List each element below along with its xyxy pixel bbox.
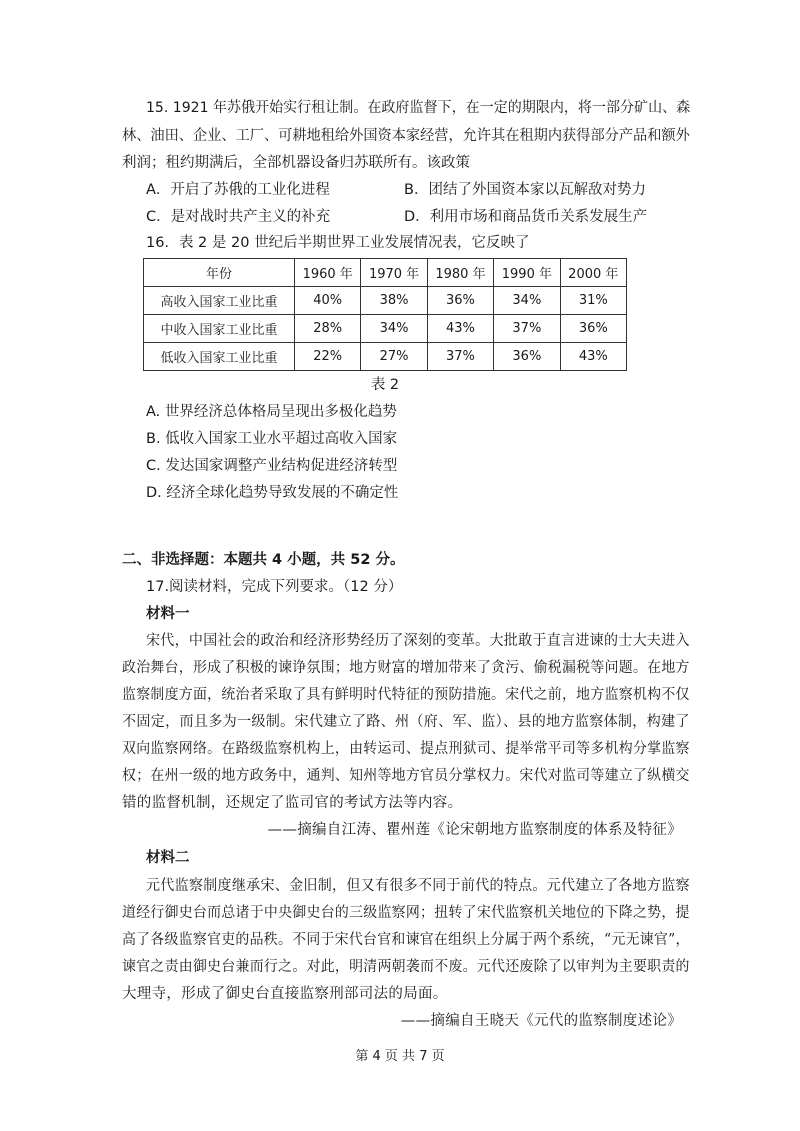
material-2-line: 元代监察制度继承宋、金旧制，但又有很多不同于前代的特点。元代建立了各地方监察 bbox=[146, 878, 690, 894]
table-header-cell: 2000 年 bbox=[560, 259, 626, 287]
data-table-2 bbox=[143, 258, 627, 371]
table-header-cell: 1970 年 bbox=[361, 259, 427, 287]
table-cell: 34% bbox=[494, 287, 560, 315]
q15-option-a: A．开启了苏俄的工业化进程 bbox=[146, 182, 330, 198]
table-cell: 37% bbox=[427, 343, 493, 371]
material-2-line: 大理寺，形成了御史台直接监察刑部司法的局面。 bbox=[122, 986, 448, 1002]
q16-stem: 16．表 2 是 20 世纪后半期世界工业发展情况表，它反映了 bbox=[146, 235, 530, 251]
q15-option-c: C．是对战时共产主义的补充 bbox=[146, 209, 331, 225]
material-2-line: 谏官之责由御史台兼而行之。对此，明清两朝袭而不废。元代还废除了以审判为主要职责的 bbox=[122, 959, 690, 975]
table-header-cell: 1980 年 bbox=[427, 259, 493, 287]
table-cell: 40% bbox=[295, 287, 361, 315]
material-1-title: 材料一 bbox=[146, 606, 190, 622]
table-row bbox=[144, 287, 627, 315]
table-header-cell: 年份 bbox=[144, 259, 295, 287]
material-1-line: 错的监督机制，还规定了监司官的考试方法等内容。 bbox=[122, 795, 463, 811]
table-header-row bbox=[144, 259, 627, 287]
table-cell: 38% bbox=[361, 287, 427, 315]
q15-line-1: 15. 1921 年苏俄开始实行租让制。在政府监督下，在一定的期限内，将一部分矿山、森 bbox=[146, 100, 691, 116]
table-header-cell: 1990 年 bbox=[494, 259, 560, 287]
table-cell: 31% bbox=[560, 287, 626, 315]
table-row bbox=[144, 343, 627, 371]
material-1-line: 宋代，中国社会的政治和经济形势经历了深刻的变革。大批敢于直言进谏的士大夫进入 bbox=[146, 633, 690, 649]
table-cell: 36% bbox=[427, 287, 493, 315]
material-2-line: 道经行御史台而总诸于中央御史台的三级监察网；扭转了宋代监察机关地位的下降之势，提 bbox=[122, 905, 690, 921]
q17-stem: 17.阅读材料，完成下列要求。（12 分） bbox=[146, 579, 403, 595]
table-cell: 27% bbox=[361, 343, 427, 371]
table-cell: 中收入国家工业比重 bbox=[144, 315, 295, 343]
q15-option-d: D．利用市场和商品货币关系发展生产 bbox=[404, 209, 648, 225]
q16-option-a: A. 世界经济总体格局呈现出多极化趋势 bbox=[146, 404, 397, 420]
section-heading: 二、非选择题：本题共 4 小题，共 52 分。 bbox=[122, 552, 405, 568]
material-1-source: ——摘编自江涛、瞿州莲《论宋朝地方监察制度的体系及特征》 bbox=[267, 822, 682, 838]
table-cell: 低收入国家工业比重 bbox=[144, 343, 295, 371]
table-header-cell: 1960 年 bbox=[295, 259, 361, 287]
table-caption: 表 2 bbox=[370, 377, 400, 393]
material-1-line: 不固定，而且多为一级制。宋代建立了路、州（府、军、监）、县的地方监察体制，构建了 bbox=[122, 714, 690, 730]
material-1-line: 双向监察网络。在路级监察机构上，由转运司、提点刑狱司、提举常平司等多机构分掌监察 bbox=[122, 741, 690, 757]
table-cell: 36% bbox=[560, 315, 626, 343]
table-cell: 22% bbox=[295, 343, 361, 371]
q16-option-c: C. 发达国家调整产业结构促进经济转型 bbox=[146, 458, 398, 474]
table-cell: 36% bbox=[494, 343, 560, 371]
q15-option-b: B．团结了外国资本家以瓦解敌对势力 bbox=[404, 182, 646, 198]
table-cell: 37% bbox=[494, 315, 560, 343]
material-1-line: 权；在州一级的地方政务中，通判、知州等地方官员分掌权力。宋代对监司等建立了纵横交 bbox=[122, 768, 690, 784]
table-cell: 28% bbox=[295, 315, 361, 343]
table-cell: 43% bbox=[427, 315, 493, 343]
q15-line-2: 林、油田、企业、工厂、可耕地租给外国资本家经营，允许其在租期内获得部分产品和额外 bbox=[122, 128, 690, 144]
table-cell: 34% bbox=[361, 315, 427, 343]
material-2-line: 高了各级监察官吏的品秩。不同于宋代台官和谏官在组织上分属于两个系统，“元无谏官”， bbox=[122, 932, 690, 948]
page-number: 第 4 页 共 7 页 bbox=[355, 1049, 445, 1064]
material-1-line: 监察制度方面，统治者采取了具有鲜明时代特征的预防措施。宋代之前，地方监察机构不仅 bbox=[122, 687, 690, 703]
table-cell: 43% bbox=[560, 343, 626, 371]
q16-option-d: D. 经济全球化趋势导致发展的不确定性 bbox=[146, 485, 399, 501]
table-row bbox=[144, 315, 627, 343]
material-2-source: ——摘编自王晓天《元代的监察制度述论》 bbox=[400, 1013, 682, 1029]
table-cell: 高收入国家工业比重 bbox=[144, 287, 295, 315]
q15-line-3: 利润；租约期满后，全部机器设备归苏联所有。该政策 bbox=[122, 155, 470, 171]
material-2-title: 材料二 bbox=[146, 850, 190, 866]
q16-option-b: B. 低收入国家工业水平超过高收入国家 bbox=[146, 431, 398, 447]
material-1-line: 政治舞台，形成了积极的谏诤氛围；地方财富的增加带来了贪污、偷税漏税等问题。在地方 bbox=[122, 660, 690, 676]
